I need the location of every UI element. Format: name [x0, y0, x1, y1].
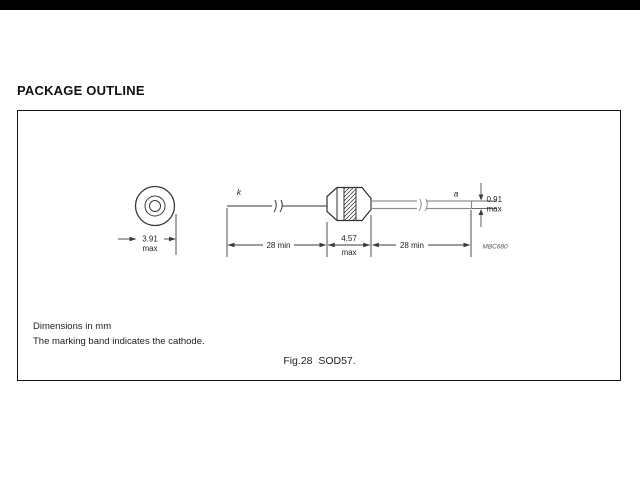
dim-lead-diameter-value: 0.91: [486, 195, 503, 204]
drawing-code: MBC680: [482, 243, 508, 251]
body-middle-circle: [145, 196, 165, 216]
arrowhead: [320, 243, 327, 247]
arrowhead: [363, 243, 370, 247]
arrowhead: [464, 243, 471, 247]
note-marking-band: The marking band indicates the cathode.: [33, 336, 205, 347]
dim-body-length-value: 4.57: [341, 234, 357, 243]
lead-end-circle: [150, 201, 161, 212]
cathode-label: k: [236, 187, 242, 197]
dim-body-length-suffix: max: [341, 248, 357, 257]
arrowhead: [479, 195, 484, 201]
anode-label: a: [453, 188, 459, 199]
page-title: PACKAGE OUTLINE: [17, 83, 145, 98]
dim-body-diameter-value: 3.91: [142, 234, 158, 244]
arrowhead: [169, 237, 176, 241]
arrowhead: [328, 243, 335, 247]
arrowhead: [130, 237, 137, 241]
dim-lead-left: 28 min: [266, 241, 291, 250]
note-dimensions: Dimensions in mm: [33, 321, 112, 332]
dim-lead-right: 28 min: [399, 241, 425, 250]
end-view-circles: [136, 187, 175, 226]
arrowhead: [372, 243, 379, 247]
body-outer-circle: [136, 187, 175, 226]
arrowhead: [228, 243, 235, 247]
arrowhead: [479, 209, 484, 215]
figure-caption: Fig.28 SOD57.: [283, 355, 356, 367]
dim-body-diameter-suffix: max: [142, 244, 158, 253]
cathode-marking-band: [344, 188, 356, 221]
figure-notes: [33, 319, 205, 349]
dim-lead-diameter-suffix: max: [486, 204, 502, 214]
top-letterbox-bar: [0, 0, 640, 10]
